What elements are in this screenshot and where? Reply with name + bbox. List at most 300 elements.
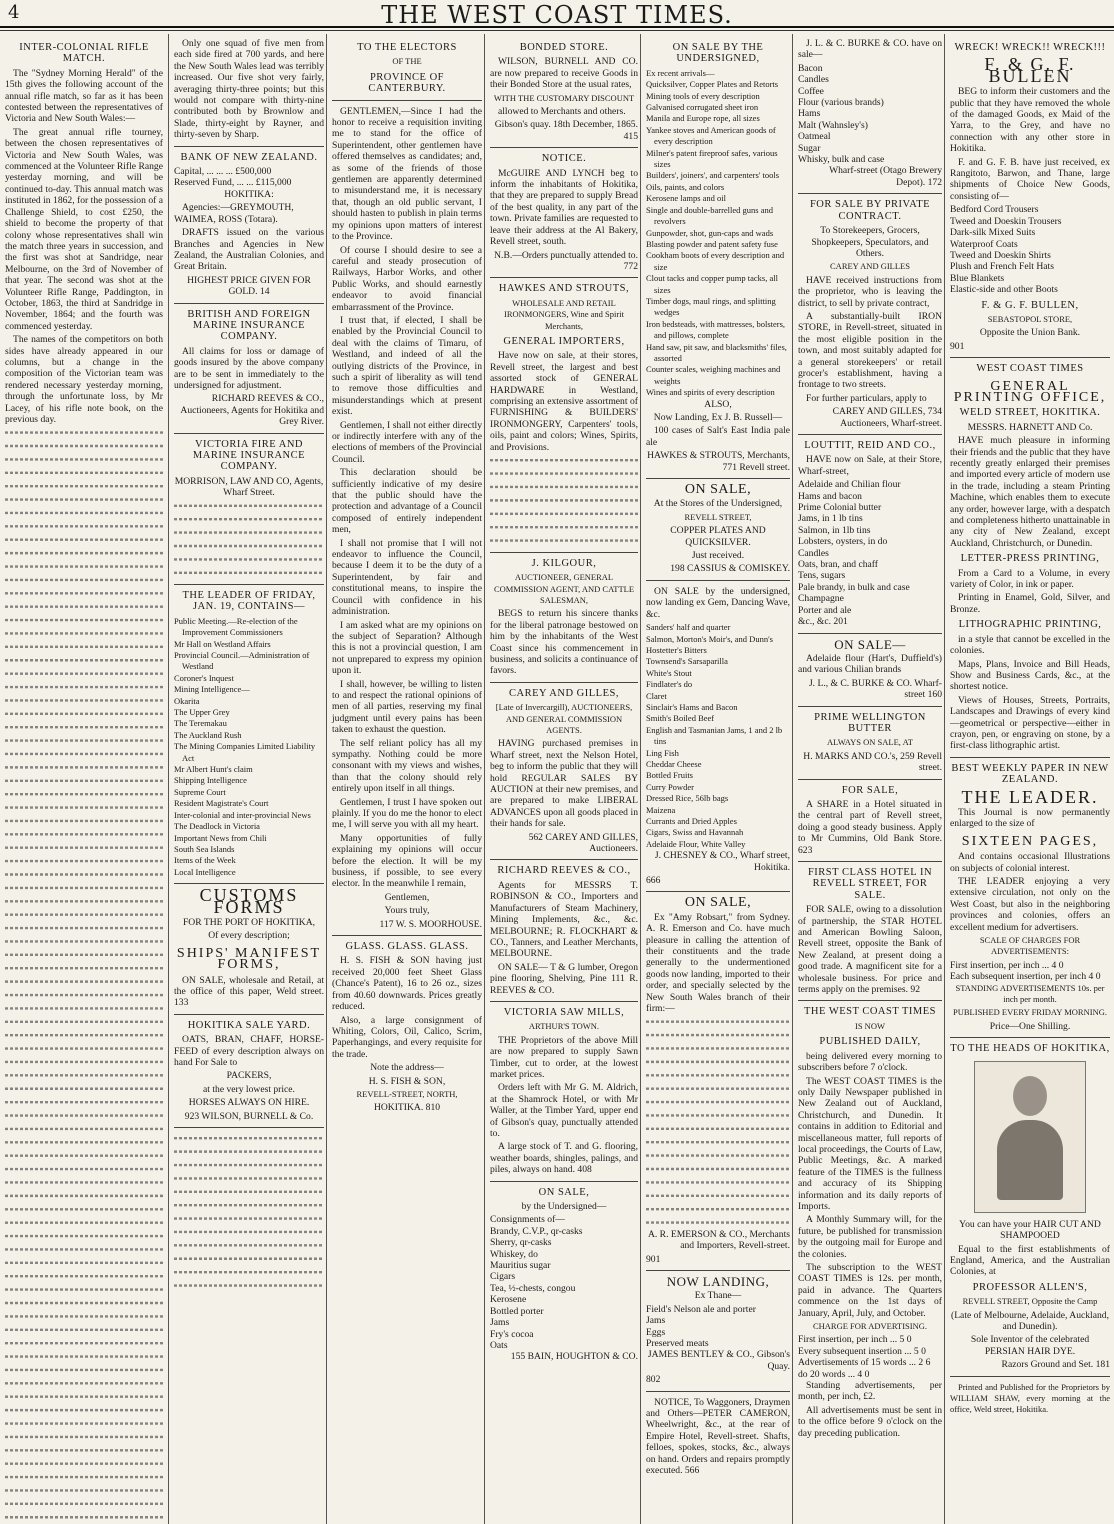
reeves-heading: RICHARD REEVES & CO., xyxy=(497,865,631,877)
list-item: Hostetter's Bitters xyxy=(646,644,707,655)
harnett-text: HAVE much pleasure in informing their friends and the public that they have recently greatly enlarged their premises and imported every article of modern use in the trade, including a steam Printing Machine, which enables them to execute any order, however large, with a despatch and completeness hitherto unattainable in any city of New Zealand, except Auckland, Christchurch, or Dunedin. xyxy=(950,435,1110,549)
onsale-4-heading: ON SALE, xyxy=(684,895,752,911)
divider xyxy=(174,433,324,434)
list-item: Iron bedsteads, with mattresses, bolsters, and pillows, complete xyxy=(646,318,786,341)
bank-capital-line: Capital, ... ... ... £500,000 xyxy=(174,166,272,178)
bonded-note: allowed to Merchants and others. xyxy=(498,106,626,118)
rifle-paragraph-continuation xyxy=(5,427,163,1524)
onsale-list xyxy=(490,1214,638,1351)
bullen-opp: Opposite the Union Bank. xyxy=(979,327,1081,339)
weekly-heading: BEST WEEKLY PAPER IN NEW ZEALAND. xyxy=(951,762,1109,786)
carey-text: HAVING purchased premises in Wharf street, next the Nelson Hotel, beg to inform the public that they will hold REGULAR SALES BY AUCTION at their new premises, and are prepared to make LIBERAL ADVANCES upon all goods placed in their hands for sale. xyxy=(490,738,638,830)
bank-text: DRAFTS issued on the various Branches and Agencies in New Zealand, the Australian Colonies, and Great Britain. xyxy=(174,227,324,273)
divider xyxy=(798,633,942,634)
list-item: Candles xyxy=(798,547,829,559)
leader-heading: THE LEADER. xyxy=(961,786,1099,807)
litho-text-3: Views of Houses, Streets, Portraits, Landscapes and Drawings of every kind —geometrical or perspective—either in crayon, pen, or engraving on stone, by a first-class lithographic artist. xyxy=(950,694,1110,752)
electors-paragraph: The self reliant policy has all my sympathy. Nothing could be more consonant with my views and wishes, than that the colony should rely entirely upon itself in all things. xyxy=(332,737,482,795)
list-item: Kerosene lamps and oil xyxy=(646,193,727,204)
printing-office-heading: GENERAL PRINTING OFFICE, xyxy=(953,378,1107,405)
list-item: The Deadlock in Victoria xyxy=(174,821,260,832)
packers-note: at the very lowest price. xyxy=(203,1083,295,1095)
list-item: Gunpowder, shot, gun-caps and wads xyxy=(646,227,774,238)
copper-plates: COPPER PLATES AND QUICKSILVER. xyxy=(670,525,766,548)
saw-mills-heading: VICTORIA SAW MILLS, xyxy=(503,1006,625,1018)
masthead xyxy=(0,0,1114,30)
emerson-no: 901 xyxy=(646,1253,661,1265)
list-item: Okarita xyxy=(174,695,200,706)
list-item: Preserved meats xyxy=(646,1338,709,1349)
list-item: Curry Powder xyxy=(646,781,694,792)
razors: Razors Ground and Set. 181 xyxy=(1001,1359,1110,1371)
general-importers-heading: GENERAL IMPORTERS, xyxy=(503,335,625,347)
list-item: Items of the Week xyxy=(174,855,236,866)
oats-text: OATS, BRAN, CHAFF, HORSE-FEED of every description always on hand For Sale to xyxy=(174,1034,324,1068)
list-item: Milner's patent fireproof safes, various sizes xyxy=(646,147,778,170)
bank-agencies: Agencies:—GREYMOUTH, WAIMEA, ROSS (Totara). xyxy=(174,202,294,225)
list-item: Galvanised corrugated sheet iron xyxy=(646,102,759,113)
bank-sub: HOKITIKA: xyxy=(224,188,274,200)
list-item: Jams, in 1 lb tins xyxy=(798,513,863,525)
list-item: Hams xyxy=(798,108,821,120)
divider xyxy=(490,552,638,553)
list-item: Field's Nelson ale and porter xyxy=(646,1303,756,1315)
private-text: HAVE received instructions from the proprietor, who is leaving the district, to sell by private contract, xyxy=(798,274,942,309)
price: Price—One Shilling. xyxy=(989,1020,1071,1032)
chesney-sig: J. CHESNEY & CO., Wharf street, Hokitika. xyxy=(654,850,790,873)
list-item: Consignments of— xyxy=(490,1214,565,1226)
times-heading: WEST COAST TIMES xyxy=(976,363,1084,375)
list-item: Resident Magistrate's Court xyxy=(174,798,269,809)
list-item: Supreme Court xyxy=(174,786,226,797)
list-item: Mr Albert Hunt's claim xyxy=(174,764,253,775)
bonded-heading: BONDED STORE. xyxy=(519,42,609,53)
page-number: 4 xyxy=(8,2,20,23)
divider xyxy=(798,861,942,862)
carey-gilles-sig: CAREY AND GILLES, 734 Auctioneers, Wharf-street. xyxy=(832,406,942,429)
vic-sub: MORRISON, LAW AND CO, Agents, Wharf Street. xyxy=(174,475,324,499)
list-item: Every subsequent insertion ... 5 0 xyxy=(798,1345,926,1357)
province-heading: PROVINCE OF CANTERBURY. xyxy=(368,71,446,95)
onsale-heading: ON SALE— xyxy=(834,636,906,652)
list-item: The Mining Companies Limited Liability Act xyxy=(174,741,316,763)
divider xyxy=(798,1000,942,1001)
list-item: Clout tacks and copper pump tacks, all sizes xyxy=(646,273,778,295)
electors-paragraph: I shall, however, be willing to listen to and respect the rational opinions of men of all parties, reserving my final judgment until every pains has been taken to exhaust the question. xyxy=(332,678,482,736)
list-item: Ling Fish xyxy=(646,747,679,758)
header-rule-inner xyxy=(0,30,1114,31)
onsale-text: Adelaide flour (Hart's, Duffield's) and various Chilian brands xyxy=(798,652,942,676)
divider xyxy=(332,935,482,936)
reeves-text: Agents for MESSRS T. ROBINSON & CO., Importers and Manufacturers of Steam Machinery, Mining Implements, &c., &c. MELBOURNE; R. FLOCKHART & CO., Tanners, and Leather Merchants, MELBOURNE. xyxy=(490,879,638,960)
newspaper-columns xyxy=(0,34,1114,1520)
notice-heading: NOTICE. xyxy=(541,153,587,165)
list-item: Tea, ½-chests, congou xyxy=(490,1282,576,1294)
litho-text: in a style that cannot be excelled in the colonies. xyxy=(950,633,1110,657)
onsale-2-heading: ON SALE, xyxy=(684,482,752,498)
list-item: Hams and bacon xyxy=(798,490,862,502)
list-item: Whisky, bulk and case xyxy=(798,154,885,166)
list-item: Waterproof Coats xyxy=(950,238,1018,250)
kilgour-sub: AUCTIONEER, GENERAL COMMISSION AGENT, AND CATTLE SALESMAN, xyxy=(493,572,635,605)
letterpress-text: From a Card to a Volume, in every variety of Color, in ink or paper. xyxy=(950,567,1110,591)
list-item: Blue Blankets xyxy=(950,272,1005,284)
onsale-heading: ON SALE, xyxy=(538,1186,590,1198)
list-item: Kerosene xyxy=(490,1294,527,1306)
saleyard-heading: HOKITIKA SALE YARD. xyxy=(187,1019,311,1031)
list-item: Inter-colonial and inter-provincial News xyxy=(174,809,311,820)
imprint-footer: Printed and Published for the Proprietors by WILLIAM SHAW, every morning at the office, Weld street, Hokitika. xyxy=(950,1381,1110,1415)
vic-heading: VICTORIA FIRE AND MARINE INSURANCE COMPANY. xyxy=(192,438,306,473)
list-item: Wines and spirits of every description xyxy=(646,387,775,398)
list-item: Oats, bran, and chaff xyxy=(798,559,879,571)
rifle-match-heading: INTER-COLONIAL RIFLE MATCH. xyxy=(19,42,149,65)
list-item: White's Stout xyxy=(646,667,692,678)
litho-text-2: Maps, Plans, Invoice and Bill Heads, Show and Business Cards, &c., at the shortest notice. xyxy=(950,658,1110,693)
bullen-store: SEBASTOPOL STORE, xyxy=(987,313,1073,324)
particulars: For further particulars, apply to xyxy=(806,392,927,404)
leader-contents-list xyxy=(174,616,324,878)
list-item: Quicksilver, Copper Plates and Retorts xyxy=(646,79,779,90)
list-item: Claret xyxy=(646,690,667,701)
published-weekly: PUBLISHED EVERY FRIDAY MORNING. xyxy=(953,1007,1107,1018)
list-item: Currants and Dried Apples xyxy=(646,816,737,826)
column-5 xyxy=(640,34,795,1524)
list-item: Cigars xyxy=(490,1271,516,1283)
list-item: Important News from Chili xyxy=(174,832,267,843)
header-rule xyxy=(0,26,1114,28)
divider xyxy=(950,1037,1110,1038)
list-item: First insertion, per inch ... 4 0 xyxy=(950,959,1064,971)
list-item: Candles xyxy=(798,74,829,86)
list-item: Tens, sugars xyxy=(798,570,846,582)
ex-thane: Ex Thane— xyxy=(694,1290,742,1302)
list-item: The Auckland Rush xyxy=(174,729,242,740)
list-item: Advertisements of 15 words ... 2 6 xyxy=(798,1357,931,1369)
divider xyxy=(646,478,790,479)
list-item: Mining tools of every description xyxy=(646,90,760,101)
column-3 xyxy=(326,34,487,1524)
list-item: Cheddar Cheese xyxy=(646,758,702,769)
rifle-paragraph-1: The "Sydney Morning Herald" of the 15th gives the following account of the annual rifle match, so far as it has been contested between the representatives of Victoria and New South Wales:— xyxy=(5,67,163,125)
sixteen-text: And contains occasional Illustrations on subjects of colonial interest. xyxy=(950,851,1110,874)
column-1 xyxy=(0,34,168,1524)
leader-text: This Journal is now permanently enlarged to the size of xyxy=(950,806,1110,830)
electors-paragraph: I trust that, if elected, I shall be enabled by the Provincial Council to deal with the claims of Timaru, of Westland, and indeed of all the outlying districts of the Province, in such a spirit of liberality as will tend to remove those difficulties and misunderstandings which at present exist. xyxy=(332,314,482,418)
list-item: do 20 words ... 4 0 xyxy=(798,1368,870,1380)
landing: Now Landing, Ex J. B. Russell— xyxy=(653,412,783,423)
packers: PACKERS, xyxy=(226,1070,272,1082)
harnett: MESSRS. HARNETT AND Co. xyxy=(967,421,1093,433)
list-item: Maizena xyxy=(646,804,676,815)
list-item: Bottled porter xyxy=(490,1305,544,1317)
list-item: Dressed Rice, 56lb bags xyxy=(646,793,729,804)
private-text-2: A substantially-built IRON STORE, in Revell-street, situated in the most eligible position in the town, and most suitably adapted for a general storekeepers' or retail grocer's establishment, having a frontage to two streets. xyxy=(798,310,942,391)
divider xyxy=(646,1391,790,1392)
just-received: Just received. xyxy=(691,550,745,562)
onsale-undersigned-list xyxy=(646,68,790,399)
electors-paragraph: Many opportunities of fully explaining my opinions will occur before the election. It will be my business, if possible, to see every elector. In the meanwhile I remain, xyxy=(332,832,482,890)
sale-text: ON SALE, wholesale and Retail, at the office of this paper, Weld street. 133 xyxy=(174,974,324,1009)
hotel-text: FOR SALE, owing to a dissolution of partnership, the STAR HOTEL and American Bowling Saloon, Revell street, opposite the Bank of New Zealand, at present doing a good trade. A magnificent site for a wholesale business. For price and terms apply on the premises. 92 xyxy=(798,904,942,996)
list-item: Flour (various brands) xyxy=(798,97,884,109)
list-item: Jams xyxy=(646,1315,666,1327)
customs-text: Of every description; xyxy=(208,930,290,942)
bullen-sig: F. & G. F. BULLEN, xyxy=(981,299,1079,311)
list-item: The Upper Grey xyxy=(174,707,230,718)
electors-paragraph: I am asked what are my opinions on the subject of Separation? Although this is not a provincial question, I am not unprepared to express my opinion upon it. xyxy=(332,619,482,677)
list-item: Bacon xyxy=(798,62,823,74)
sixteen-pages: SIXTEEN PAGES, xyxy=(961,833,1099,849)
onsale-undersigned-heading: ON SALE BY THE UNDERSIGNED, xyxy=(672,42,764,65)
divider xyxy=(174,584,324,585)
list-item: Champagne xyxy=(798,593,844,605)
onsale-4-text: Ex "Amy Robsart," from Sydney. A. R. Emerson and Co. have much pleasure in calling the attention of their constituents and the trade generally to the undermentioned goods now landing, imported to their order, and specially selected by the New South Wales branch of their firm:— xyxy=(646,911,790,1015)
louttit-text: HAVE now on Sale, at their Store, Wharf-street, xyxy=(798,454,942,477)
list-item: Yankee stoves and American goods of every description xyxy=(646,124,776,147)
barber-portrait-illustration xyxy=(974,1061,1086,1213)
hair-text: Equal to the first establishments of England, America, and the Australian Colonies, at xyxy=(950,1243,1110,1278)
list-item: Whiskey, do xyxy=(490,1248,538,1260)
list-item: Jams xyxy=(490,1317,510,1329)
standing: Standing advertisements, per month, per inch, £2. xyxy=(798,1380,942,1403)
electors-paragraph: Gentlemen, I shall not either directly or indirectly interfere with any of the elections of members of the Provincial Council. xyxy=(332,419,482,465)
list-item: Single and double-barrelled guns and revolvers xyxy=(646,204,773,227)
list-item: Fry's cocoa xyxy=(490,1328,534,1340)
allen-late: (Late of Melbourne, Adelaide, Auckland, and Dunedin). xyxy=(951,1309,1109,1332)
list-item: Prime Colonial butter xyxy=(798,502,882,514)
inventor: Sole Inventor of the celebrated PERSIAN HAIR DYE. xyxy=(970,1334,1090,1357)
list-item: Provincial Council.—Administration of Westland xyxy=(174,650,310,672)
marine-sig: RICHARD REEVES & CO., Auctioneers, Agents for Hokitika and Grey River. xyxy=(180,393,324,428)
list-item: Findlater's do xyxy=(646,679,693,690)
electors-paragraph: GENTLEMEN,—Since I had the honor to receive a requisition inviting me to stand for the office of Superintendent, other gentlemen have offered themselves as candidates; and, as some of the friends of those gentlemen are apparently determined to misunderstand me, it is necessary that, though an old public servant, I should hasten to publish in plain terms my opinions upon matters of interest to the Province. xyxy=(332,105,482,243)
times-text-2: The WEST COAST TIMES is the only Daily Newspaper published in New Zealand out of Auckland, Christchurch, and Dunedin. It contains in addition to Editorial and miscellaneous matter, full reports of local proceedings, the Courts of Law, Public Meetings, &c. A marked feature of the TIMES is the fullness and accuracy of its Shipping information and its daily reports of Imports. xyxy=(798,1075,942,1212)
revell-street: REVELL STREET, xyxy=(684,511,752,522)
wilson-sig: 923 WILSON, BURNELL & Co. xyxy=(184,1110,314,1122)
list-item: Cookham boots of every description and size xyxy=(646,250,785,272)
bonded-text: WILSON, BURNELL AND CO. are now prepared to receive Goods in their Bonded Store at the usual rates, xyxy=(490,56,638,91)
electors-paragraph: I shall not promise that I will not endeavor to influence the Council, because I deem it to be the duty of a Superintendent, by fair and constitutional means, to inspire the Council with confidence in his administration. xyxy=(332,537,482,618)
list-item: Brandy, C.V.P., qr-casks xyxy=(490,1225,583,1237)
column-7 xyxy=(944,34,1114,1524)
horses: HORSES ALWAYS ON HIRE. xyxy=(188,1097,310,1109)
times-heading: THE WEST COAST TIMES xyxy=(803,1006,937,1018)
printing-sub: WELD STREET, HOKITIKA. xyxy=(959,407,1101,419)
landing-text: 100 cases of Salt's East India pale ale xyxy=(646,425,790,448)
closing: All advertisements must be sent in to the office before 9 o'clock on the day preceding publication. xyxy=(798,1404,942,1439)
hawkes-heading: HAWKES AND STROUTS, xyxy=(498,283,630,295)
electors-closing-2: Yours truly, xyxy=(384,905,430,917)
brewery-sig: Wharf-street (Otago Brewery Depot). 172 xyxy=(829,165,942,188)
list-item: Sherry, qr-casks xyxy=(490,1237,552,1249)
enamel-text: Printing in Enamel, Gold, Silver, and Bronze. xyxy=(950,592,1110,615)
times-text-4: The subscription to the WEST COAST TIMES is 12s. per month, paid in advance. The Quarters commence on the 1st days of January, April, July, and October. xyxy=(798,1262,942,1319)
electors-closing: Gentlemen, xyxy=(384,891,430,903)
leader-text-2: THE LEADER enjoying a very extensive circulation, not only on the West Coast, but also in the neighboring provinces and colonies, offers an excellent medium for advertisers. xyxy=(950,876,1110,933)
newspaper-title: THE WEST COAST TIMES. xyxy=(381,1,733,29)
onsale-sub: by the Undersigned— xyxy=(521,1201,607,1213)
landing-list xyxy=(646,1304,790,1350)
address-note: Note the address— xyxy=(370,1062,444,1074)
bullen-heading: F. & G. F. BULLEN xyxy=(984,54,1076,86)
emerson-sig: A. R. EMERSON & CO., Merchants and Importers, Revell-street. xyxy=(647,1228,790,1252)
divider xyxy=(950,357,1110,358)
burke-list xyxy=(798,63,942,166)
rifle-paragraph-2: The great annual rifle tourney, between the chosen representatives of Victoria and New South Wales, was commenced at the Volunteer Rifle Range yesterday morning, and will be continued to-day. This annual match was instituted in 1862, for the possession of a Challenge Shield, to cost £250, the shield to become the property of that colony whose representatives shall win the match three years in succession, and the first was shot at Sandridge, near Melbourne, on the 3rd of November of that year. The second was shot at the Volunteer Rifle Range, Paddington, in October, 1863, the third at Sandridge in November, 1864; and the fourth was commenced yesterday. xyxy=(5,126,163,332)
standing-adverts: STANDING ADVERTISEMENTS 10s. per inch per month. xyxy=(955,982,1105,1005)
list-item: Sanders' half and quarter xyxy=(646,622,731,633)
divider xyxy=(490,1181,638,1182)
saw-text: THE Proprietors of the above Mill are now prepared to supply Sawn Timber, cut to order, at the lowest market prices. xyxy=(490,1034,638,1080)
list-item: Mr Hall on Westland Affairs xyxy=(174,638,271,649)
divider xyxy=(950,1376,1110,1377)
divider xyxy=(174,1014,324,1015)
column-6 xyxy=(792,34,947,1524)
carey-heading: CAREY AND GILLES, xyxy=(509,687,619,699)
divider xyxy=(490,277,638,278)
butter-sig: H. MARKS AND CO.'s, 259 Revell street. xyxy=(803,750,942,774)
divider xyxy=(646,891,790,892)
letterpress-heading: LETTER-PRESS PRINTING, xyxy=(960,553,1100,565)
list-item: Oils, paints, and colors xyxy=(646,181,725,192)
scale-heading: SCALE OF CHARGES FOR ADVERTISEMENTS: xyxy=(979,935,1081,957)
private-sub: To Storekeepers, Grocers, Shopkeepers, Speculators, and Others. xyxy=(811,225,929,259)
hawkes-sub: WHOLESALE AND RETAIL IRONMONGERS, Wine and Spirit Merchants, xyxy=(504,297,624,331)
list-item: Coffee xyxy=(798,85,824,97)
electors-paragraph: Of course I should desire to see a careful and steady prosecution of Railways, Harbor Works, and other Public Works, and should earnestly endeavor to avoid financial embarrassment of the Province. xyxy=(332,244,482,313)
onsale-3-list xyxy=(646,622,790,850)
column-4 xyxy=(484,34,643,1524)
address-town: HOKITIKA. 810 xyxy=(373,1102,441,1114)
hair-heading: You can have your HAIR CUT AND SHAMPOOED xyxy=(959,1218,1101,1242)
list-item: Elastic-side and other Boots xyxy=(950,284,1058,296)
divider xyxy=(490,859,638,860)
onsale-3-text: ON SALE by the undersigned, now landing ex Gem, Dancing Wave, &c. xyxy=(646,585,790,620)
bonded-sig: Gibson's quay. 18th December, 1865. 415 xyxy=(494,119,638,142)
cassius-sig: 198 CASSIUS & COMISKEY. xyxy=(670,563,790,575)
burke-sig: J. L., & C. BURKE & CO. Wharf-street 160 xyxy=(808,677,942,701)
list-item: Local Intelligence xyxy=(174,866,236,877)
list-item: Hand saw, pit saw, and blacksmiths' files, assorted xyxy=(646,341,787,363)
list-item: Cigars, Swiss and Havannah xyxy=(646,827,744,838)
divider xyxy=(490,147,638,148)
butter-heading: PRIME WELLINGTON BUTTER xyxy=(814,711,926,734)
onsale-sig: 155 BAIN, HOUGHTON & CO. xyxy=(510,1351,638,1363)
electors-heading: TO THE ELECTORS xyxy=(357,42,457,53)
divider xyxy=(174,1127,324,1128)
list-item: Tweed and Doeskin Shirts xyxy=(950,249,1051,261)
list-item: Shipping Intelligence xyxy=(174,775,247,786)
list-item: Pale brandy, in bulk and case xyxy=(798,581,910,593)
list-item: Salmon, Morton's Moir's, and Dunn's xyxy=(646,633,773,644)
bonded-discount: WITH THE CUSTOMARY DISCOUNT xyxy=(493,92,635,103)
divider xyxy=(490,1001,638,1002)
notice-nb: N.B.—Orders punctually attended to. 772 xyxy=(494,249,638,272)
list-item: Mining Intelligence— xyxy=(174,684,250,695)
column-2 xyxy=(168,34,329,1524)
list-item: &c., &c. 201 xyxy=(798,616,848,628)
bank-capital xyxy=(174,166,324,189)
list-item: Bedford Cord Trousers xyxy=(950,204,1039,216)
kilgour-text: BEGS to return his sincere thanks for the liberal patronage bestowed on him by the inhabitants of the West Coast since his commencement in business, and solicits a continuance of favors. xyxy=(490,608,638,677)
bullen-no: 901 xyxy=(950,340,965,352)
litho-heading: LITHOGRAPHIC PRINTING, xyxy=(958,619,1102,631)
now-landing-heading: NOW LANDING, xyxy=(666,1273,770,1289)
list-item: Lobsters, oysters, in do xyxy=(798,536,888,548)
charge-heading: CHARGE FOR ADVERTISING. xyxy=(812,1321,927,1332)
bullen-text-2: F. and G. F. B. have just received, ex Rangitoto, Barwon, and Thane, large shipments of Choice New Goods, consisting of— xyxy=(950,156,1110,202)
address-name: H. S. FISH & SON, xyxy=(368,1075,446,1087)
hawkes-text: Have now on sale, at their stores, Revell street, the largest and best assorted stock of GENERAL HARDWARE in Westland, comprising an extensive assortment of FURNISHING & BUILDERS' IRONMONGERY, Carpenters' tools, oils, paint and colors; Wines, Spirits, and Provisions. xyxy=(490,350,638,453)
forsale-text: A SHARE in a Hotel situated in the central part of Revell street, doing a good steady business. Apply to Mr Cummins, Old Bank Store. 623 xyxy=(798,798,942,856)
ships-manifest-heading: SHIPS' MANIFEST FORMS, xyxy=(176,945,322,973)
list-item: Each subsequent insertion, per inch 4 0 xyxy=(950,971,1101,983)
list-item: Eggs xyxy=(646,1326,666,1338)
bank-reserve-line: Reserved Fund, ... ... £115,000 xyxy=(174,177,292,189)
louttit-list xyxy=(798,479,942,627)
reeves-sale: ON SALE— T & G lumber, Oregon pine flooring, Shelving, Pine 111 R. REEVES & CO. xyxy=(490,961,638,996)
list-item: Blasting powder and patent safety fuse xyxy=(646,238,778,249)
onsale-2-text: At the Stores of the Undersigned, xyxy=(653,498,783,510)
glass-text-2: Also, a large consignment of Whiting, Colors, Oil, Calico, Scrim, Paperhangings, and every requisite for the trade. xyxy=(332,1014,482,1060)
list-item: Adelaide Flour, White Valley xyxy=(646,838,746,849)
list-item: Bottled Fruits xyxy=(646,770,693,781)
list-item: Malt (Wahnsley's) xyxy=(798,119,868,131)
bullen-text: BEG to inform their customers and the public that they have removed the whole of the damaged Goods, ex Maid of the Yarra, to the Grey, and have no connection with any other store in Hokitika. xyxy=(950,86,1110,155)
allen-heading: PROFESSOR ALLEN'S, xyxy=(972,1281,1088,1293)
bullen-list xyxy=(950,204,1110,295)
electors-paragraph: Gentlemen, I trust I have spoken out plainly. If you do me the honor to elect me, I will serve you with all my heart. xyxy=(332,796,482,831)
list-item: Oatmeal xyxy=(798,131,831,143)
leader-contents-heading: THE LEADER OF FRIDAY, JAN. 19, CONTAINS— xyxy=(182,589,316,613)
divider xyxy=(950,757,1110,758)
carey-name: CAREY AND GILLES xyxy=(830,261,910,272)
list-item: Sinclair's Hams and Bacon xyxy=(646,701,738,712)
list-item: Coroner's Inquest xyxy=(174,672,234,683)
chesney-no: 666 xyxy=(646,875,661,887)
charge-list xyxy=(798,1334,942,1380)
saw-text-3: A large stock of T. and G. flooring, weather boards, shingles, palings, and piles, always on hand. 408 xyxy=(490,1141,638,1176)
bank-foot: HIGHEST PRICE GIVEN FOR GOLD. 14 xyxy=(187,274,311,298)
also: ALSO, xyxy=(704,398,732,410)
list-item: Manila and Europe rope, all sizes xyxy=(646,113,760,124)
address-street: REVELL-STREET, NORTH, xyxy=(356,1088,458,1099)
private-contract-heading: FOR SALE BY PRIVATE CONTRACT. xyxy=(809,199,931,222)
list-item: Timber dogs, maul rings, and splitting wedges xyxy=(646,295,776,318)
hotel-heading: FIRST CLASS HOTEL IN REVELL STREET, FOR SALE. xyxy=(807,867,933,901)
waggoners-notice: NOTICE, To Waggoners, Draymen and Others—PETER CAMERON, Wheelwright, &c., at the rear of Empire Hotel, Revell-street. Shafts, felloes, spokes, stocks, &c., always on hand. Orders and repairs promptly executed. 566 xyxy=(646,1396,790,1477)
allen-street: REVELL STREET, Opposite the Camp xyxy=(962,1296,1098,1307)
divider xyxy=(174,146,324,147)
electors-sub: OF THE xyxy=(392,56,422,67)
wreck-heading: WRECK! WRECK!! WRECK!!! xyxy=(954,42,1106,53)
divider xyxy=(798,193,942,194)
list-item: English and Tasmanian Jams, 1 and 2 lb tins xyxy=(646,724,783,747)
rifle-paragraph-3: The names of the competitors on both sides have already appeared in our columns, but a change in the composition of the Victorian team was rendered necessary yesterday morning, through the unfortunate loss, by Mr Lacey, of his rifle note book, on the previous day. xyxy=(5,334,163,425)
glass-text: H. S. FISH & SON having just received 20,000 feet Sheet Glass (Chance's Patent), 16 to 26 oz., sizes from 40.60 downwards. Prices greatly reduced. xyxy=(332,955,482,1013)
times-text-3: A Monthly Summary will, for the future, be published for transmission by the outgoing mail for Europe and the colonies. xyxy=(798,1214,942,1260)
kilgour-heading: J. KILGOUR, xyxy=(531,557,597,569)
electors-signature: 117 W. S. MOORHOUSE. xyxy=(379,918,482,930)
list-item: First insertion, per inch ... 5 0 xyxy=(798,1334,912,1346)
divider xyxy=(798,706,942,707)
list-item: Townsend's Sarsaparilla xyxy=(646,656,728,667)
list-item: Ex recent arrivals— xyxy=(646,67,715,78)
list-item: Tweed and Doeskin Trousers xyxy=(950,215,1062,227)
list-item: Counter scales, weighing machines and weights xyxy=(646,364,781,386)
customs-sub: FOR THE PORT OF HOKITIKA, xyxy=(182,916,316,928)
